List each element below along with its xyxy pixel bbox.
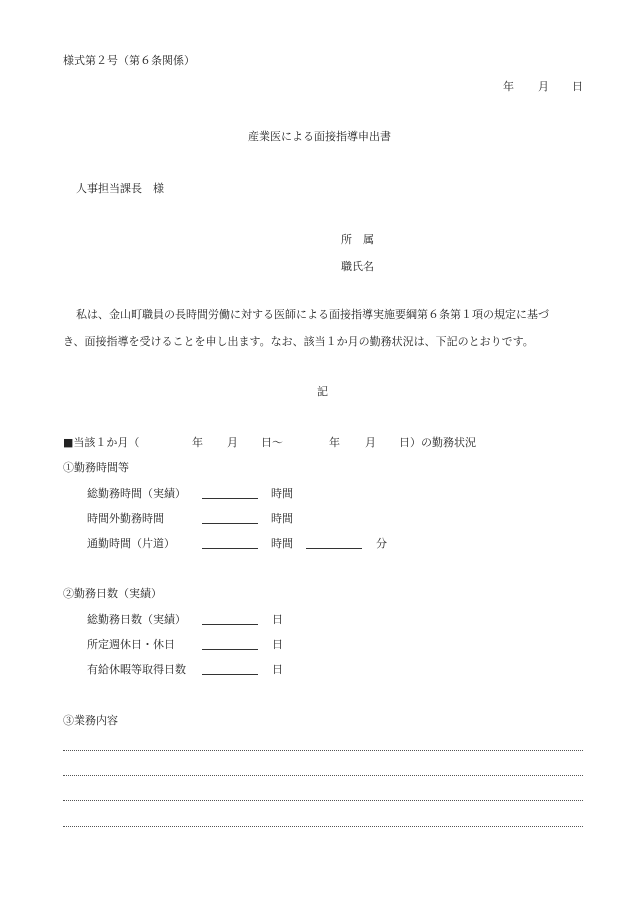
paid-leave-label: 有給休暇等取得日数 (87, 663, 186, 676)
total-days-label: 総勤務日数（実績） (87, 613, 186, 626)
paid-leave-unit: 日 (272, 663, 283, 676)
period-from-year: 年 (192, 436, 203, 449)
period-to-year: 年 (329, 436, 340, 449)
addressee: 人事担当課長 様 (76, 182, 164, 195)
document-title: 産業医による面接指導申出書 (248, 130, 391, 143)
overtime-hours-input[interactable] (202, 509, 258, 524)
holidays-unit: 日 (272, 638, 283, 651)
body-line-1: 私は、金山町職員の長時間労働に対する医師による面接指導実施要綱第６条第１項の規定に基づ (76, 308, 549, 321)
period-from-day: 日～ (261, 436, 283, 449)
total-hours-label: 総勤務時間（実績） (87, 487, 186, 500)
work-content-line-1[interactable] (63, 750, 583, 751)
body-line-2: き、面接指導を受けることを申し出ます。なお、該当１か月の勤務状況は、下記のとおりです。 (63, 335, 534, 348)
total-days-unit: 日 (272, 613, 283, 626)
total-hours-input[interactable] (202, 484, 258, 499)
total-hours-unit: 時間 (271, 487, 293, 500)
overtime-hours-label: 時間外勤務時間 (87, 512, 164, 525)
period-from-month: 月 (227, 436, 238, 449)
work-content-line-4[interactable] (63, 826, 583, 827)
holidays-input[interactable] (202, 635, 258, 650)
commute-minutes-input[interactable] (306, 534, 362, 549)
date-month-label: 月 (538, 80, 549, 93)
affiliation-label: 所 属 (341, 233, 374, 246)
total-days-input[interactable] (202, 610, 258, 625)
commute-time-label: 通勤時間（片道） (87, 537, 175, 550)
date-year-label: 年 (503, 80, 514, 93)
paid-leave-input[interactable] (202, 660, 258, 675)
form-number: 様式第２号（第６条関係） (63, 54, 195, 67)
name-label: 職氏名 (341, 260, 374, 273)
period-prefix: ■当該１か月（ (63, 436, 140, 449)
period-to-day: 日）の勤務状況 (399, 436, 476, 449)
period-to-month: 月 (365, 436, 376, 449)
section-1-heading: ①勤務時間等 (63, 461, 129, 474)
date-day-label: 日 (572, 80, 583, 93)
section-3-heading: ③業務内容 (63, 714, 118, 727)
commute-minutes-unit: 分 (376, 537, 387, 550)
note-heading: 記 (317, 385, 328, 398)
commute-hours-input[interactable] (202, 534, 258, 549)
section-2-heading: ②勤務日数（実績） (63, 587, 162, 600)
work-content-line-3[interactable] (63, 800, 583, 801)
work-content-line-2[interactable] (63, 775, 583, 776)
commute-hours-unit: 時間 (271, 537, 293, 550)
holidays-label: 所定週休日・休日 (87, 638, 175, 651)
overtime-hours-unit: 時間 (271, 512, 293, 525)
